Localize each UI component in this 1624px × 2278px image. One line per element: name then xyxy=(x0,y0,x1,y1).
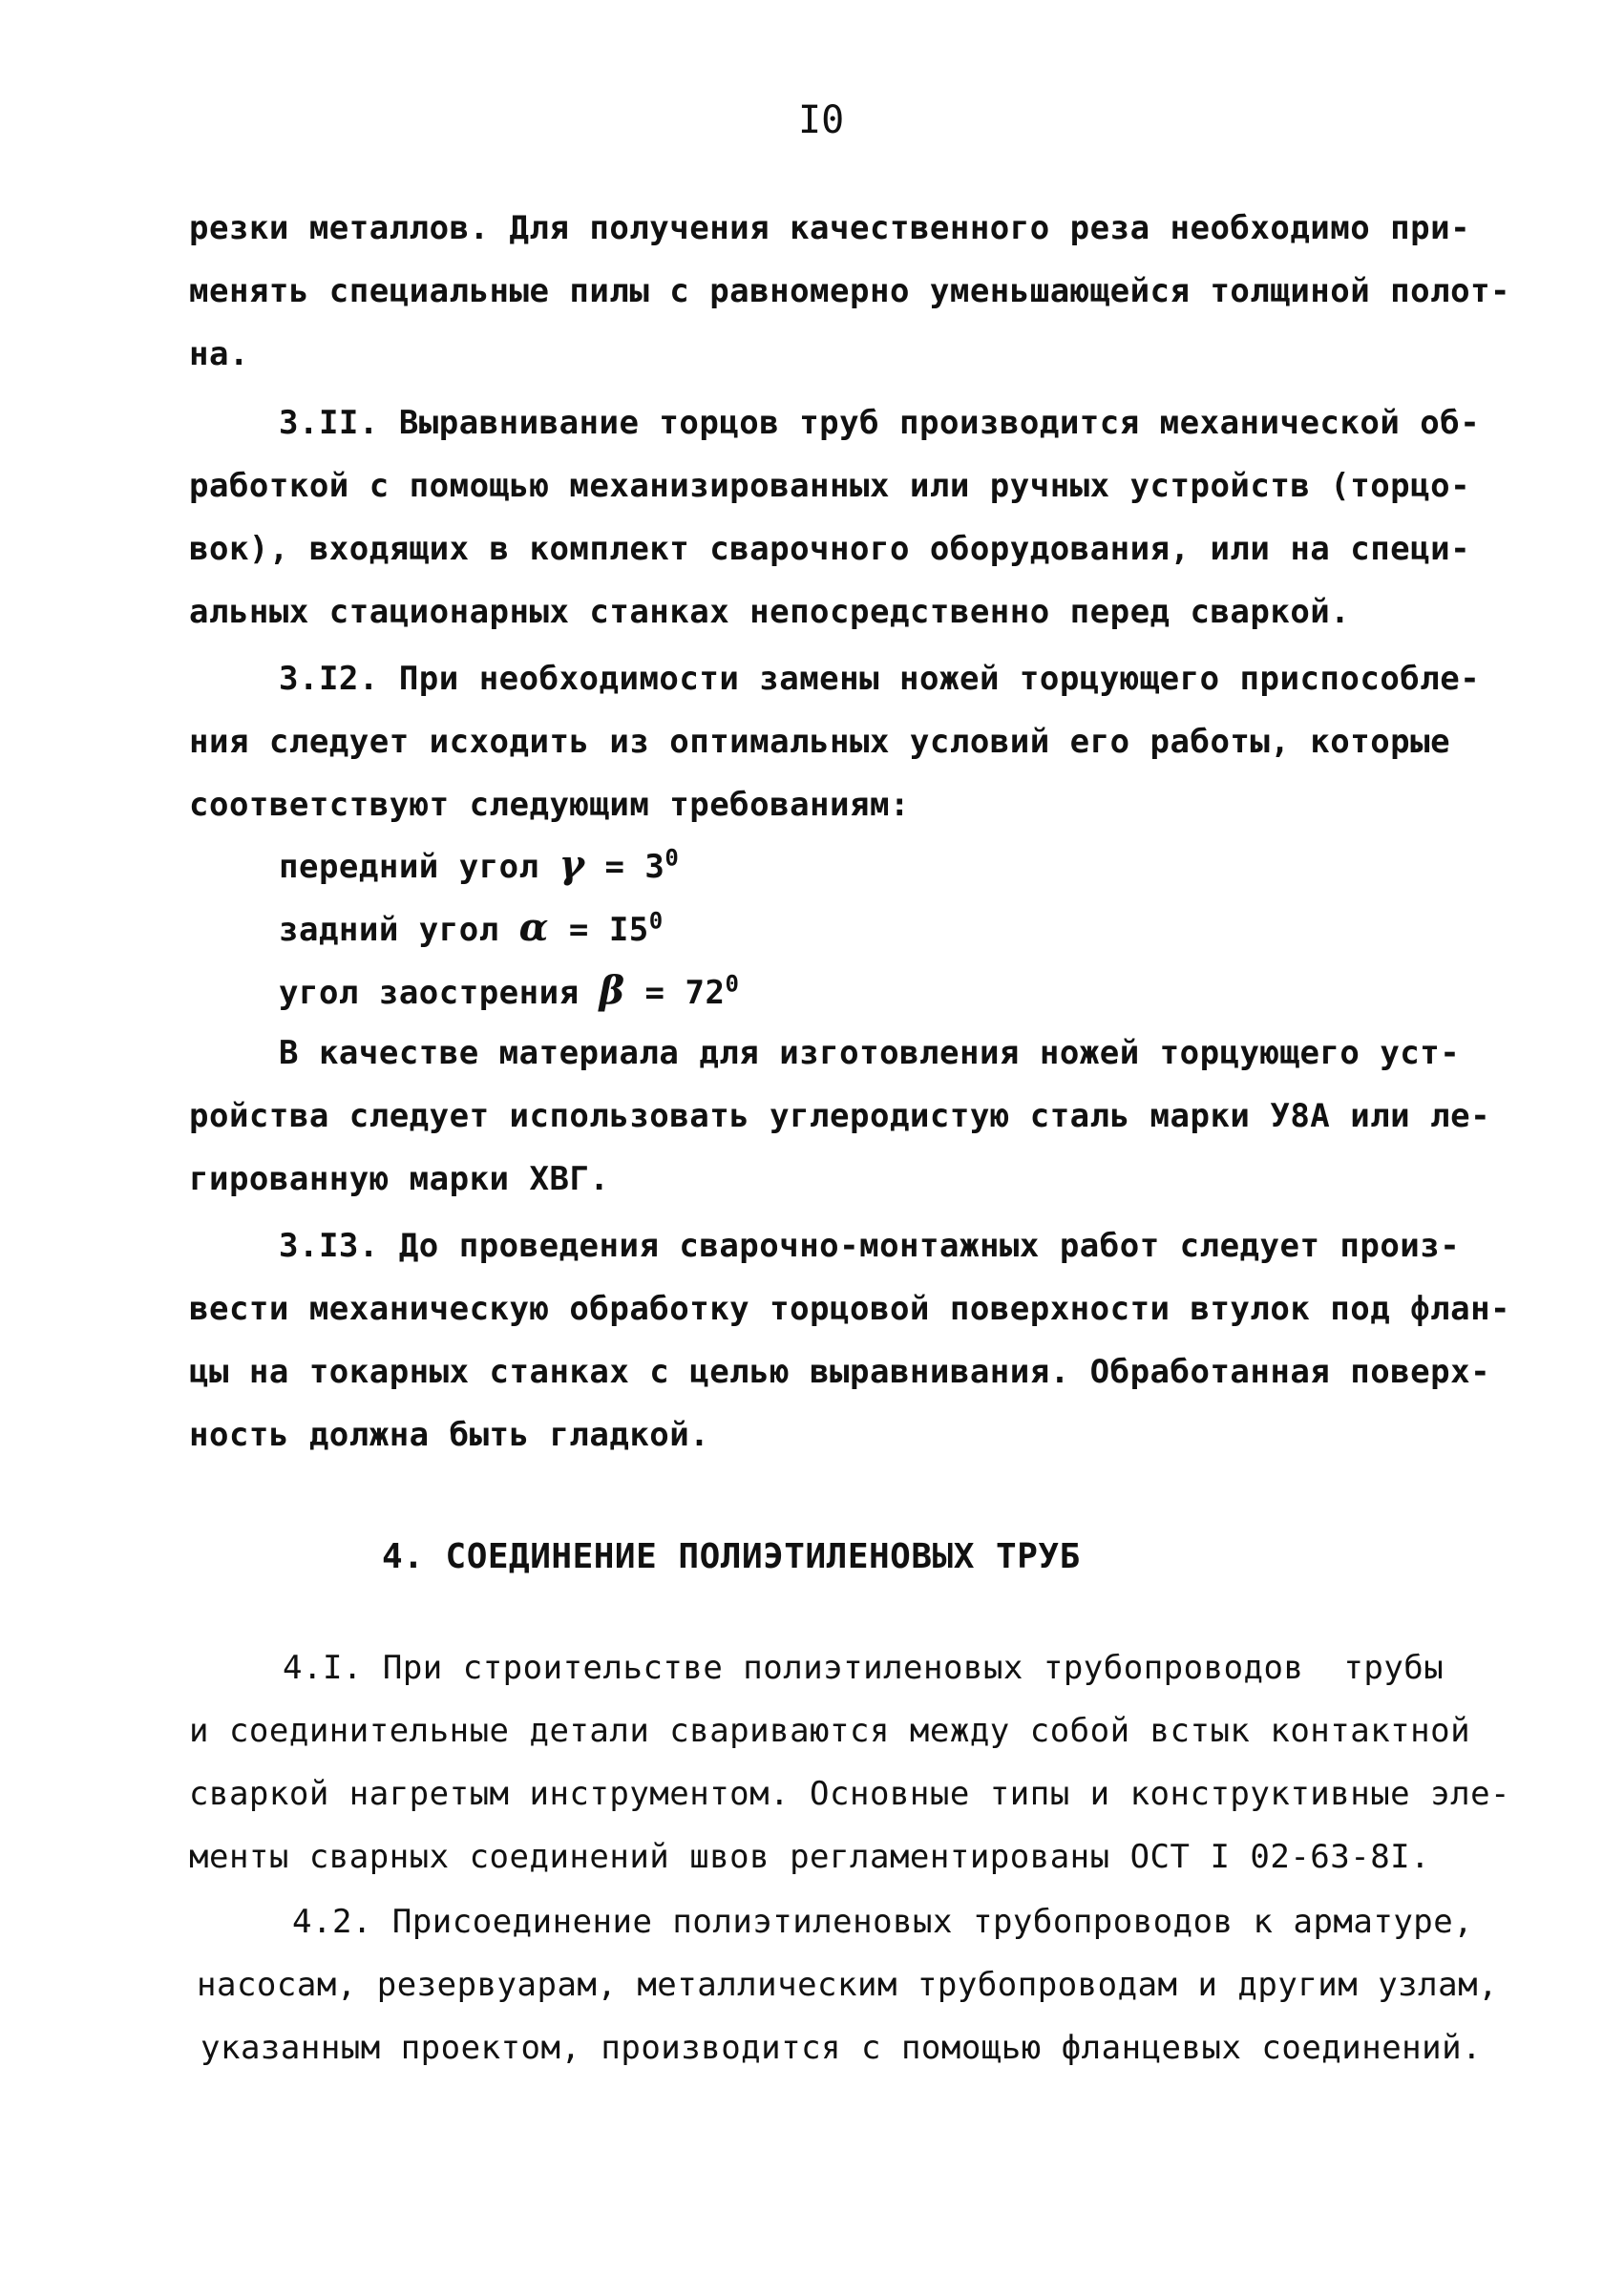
angle-item xyxy=(279,905,664,950)
text-line: сваркой нагретым инструментом. Основные типы и конструктивные эле- xyxy=(189,1775,1511,1813)
text-line: альных стационарных станках непосредственно перед сваркой. xyxy=(189,593,1351,631)
angle-item xyxy=(279,842,680,887)
text-line: на. xyxy=(189,335,249,373)
text-line: ройства следует использовать углеродистую сталь марки У8А или ле- xyxy=(189,1097,1491,1135)
text-line: вок), входящих в комплект сварочного оборудования, или на специ- xyxy=(189,530,1471,568)
text-line: указанным проектом, производится с помощью фланцевых соединений. xyxy=(200,2029,1483,2067)
angle-label: угол заострения xyxy=(279,974,600,1012)
text-line: цы на токарных станках с целью выравнивания. Обработанная поверх- xyxy=(189,1353,1491,1391)
section-heading: 4. СОЕДИНЕНИЕ ПОЛИЭТИЛЕНОВЫХ ТРУБ xyxy=(382,1537,1081,1576)
text-line: работкой с помощью механизированных или ручных устройств (торцо- xyxy=(189,467,1471,505)
degree-sign: 0 xyxy=(648,907,664,935)
angle-label: задний угол xyxy=(279,911,519,949)
text-line: 3.I2. При необходимости замены ножей торцующего приспособле- xyxy=(279,660,1481,698)
angle-value: = 3 xyxy=(584,848,665,886)
text-line: вести механическую обработку торцовой поверхности втулок под флан- xyxy=(189,1290,1511,1328)
text-line: насосам, резервуарам, металлическим трубопроводам и другим узлам, xyxy=(197,1966,1499,2004)
text-line: 4.2. Присоединение полиэтиленовых трубопроводов к арматуре, xyxy=(292,1903,1474,1941)
degree-sign: 0 xyxy=(664,844,680,872)
page-number: I0 xyxy=(798,98,845,142)
degree-sign: 0 xyxy=(725,970,740,998)
text-line: менты сварных соединений швов регламентированы ОСТ I 02-63-8I. xyxy=(189,1838,1431,1876)
text-line: 4.I. При строительстве полиэтиленовых трубопроводов трубы xyxy=(283,1649,1445,1687)
angle-label: передний угол xyxy=(279,848,559,886)
angle-value: = 72 xyxy=(624,974,726,1012)
text-line: ность должна быть гладкой. xyxy=(189,1416,710,1454)
text-line: гированную марки ХВГ. xyxy=(189,1160,610,1198)
gamma-symbol: γ xyxy=(559,842,585,887)
beta-symbol: β xyxy=(599,968,625,1013)
angle-value: = I5 xyxy=(548,911,649,949)
alpha-symbol: α xyxy=(518,905,549,950)
text-line: 3.II. Выравнивание торцов труб производится механической об- xyxy=(279,404,1481,442)
text-line: В качестве материала для изготовления ножей торцующего уст- xyxy=(279,1034,1461,1072)
text-line: соответствуют следующим требованиям: xyxy=(189,786,910,824)
text-line: 3.I3. До проведения сварочно-монтажных работ следует произ- xyxy=(279,1227,1461,1265)
angle-item xyxy=(279,968,740,1013)
text-line: и соединительные детали свариваются между собой встык контактной xyxy=(189,1712,1471,1750)
text-line: ния следует исходить из оптимальных условий его работы, которые xyxy=(189,723,1451,761)
text-line: резки металлов. Для получения качественного реза необходимо при- xyxy=(189,209,1471,247)
text-line: менять специальные пилы с равномерно уменьшающейся толщиной полот- xyxy=(189,272,1511,310)
